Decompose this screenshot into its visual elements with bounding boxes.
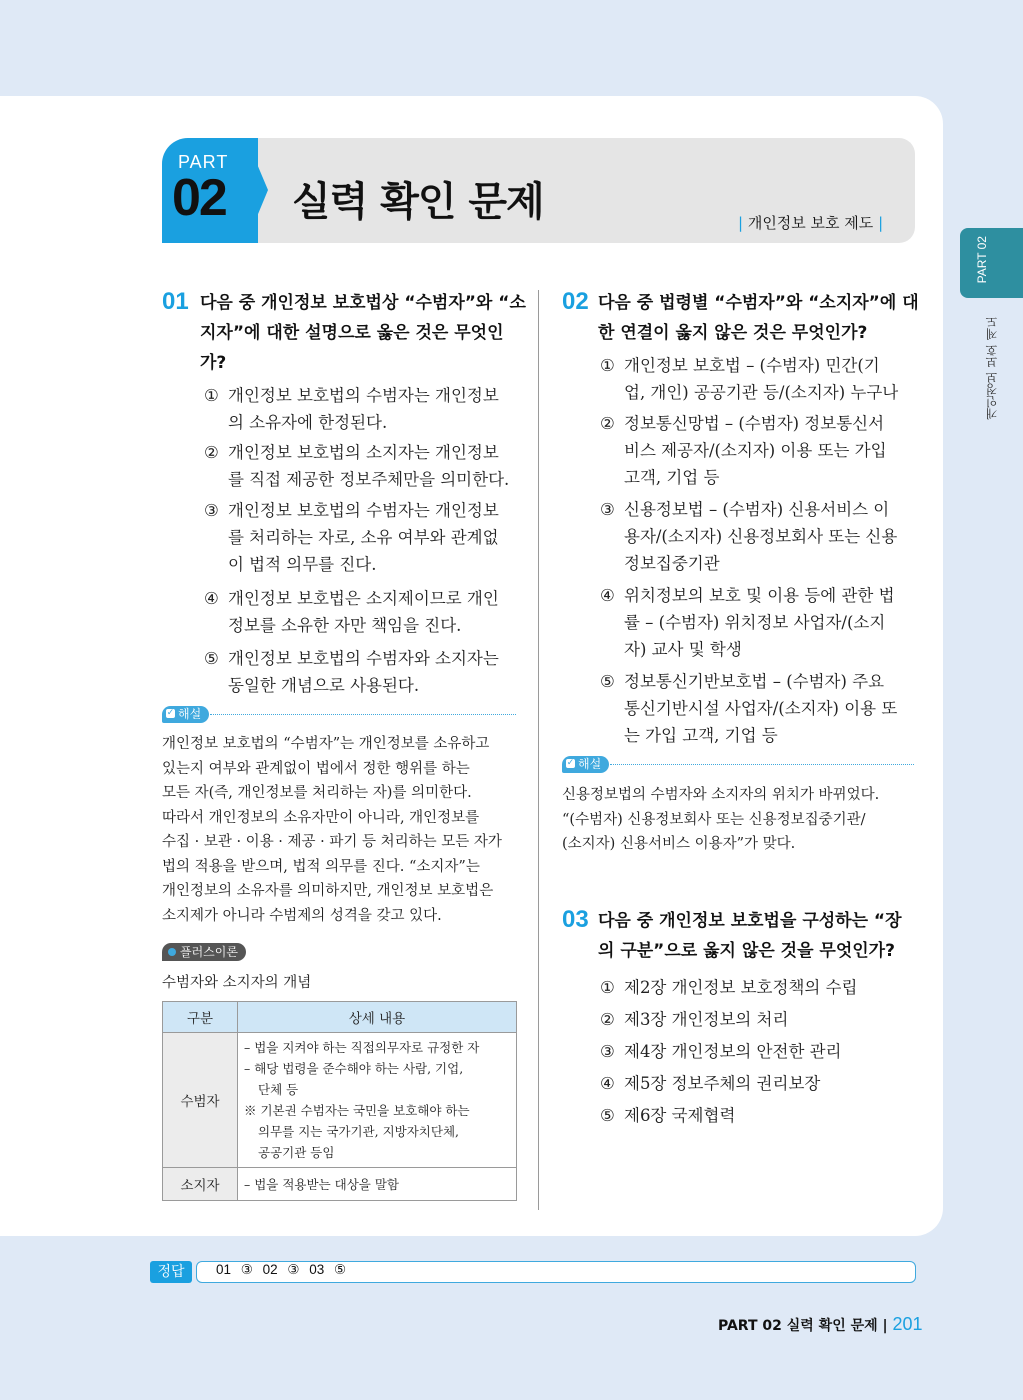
side-tab-title: 개인정보 보호 제도	[985, 316, 999, 420]
question-stem-2: 다음 중 법령별 “수범자”와 “소지자”에 대 한 연결이 옳지 않은 것은 무엇인가?	[598, 293, 919, 343]
page-title: 실력 확인 문제	[292, 179, 544, 225]
q3-option-3[interactable]: ③ 제4장 개인정보의 안전한 관리	[600, 1042, 842, 1061]
page-number: 201	[892, 1314, 923, 1334]
bullet-icon	[168, 948, 176, 956]
page-subtitle: | 개인정보 보호 제도 |	[738, 214, 884, 232]
question-stem-3: 다음 중 개인정보 보호법을 구성하는 “장 의 구분”으로 옳지 않은 것을 무엇인가?	[598, 911, 902, 961]
explanation-divider-1	[210, 714, 516, 715]
q1-option-2[interactable]: ② 개인정보 보호법의 소지자는 개인정보 를 직접 제공한 정보주체만을 의미한다.	[204, 443, 510, 489]
q3-options	[600, 972, 857, 1132]
table-header: 상세 내용	[238, 1002, 517, 1033]
table-term: 수범자	[163, 1033, 238, 1168]
q2-option-2[interactable]: ② 정보통신망법 – (수범자) 정보통신서 비스 제공자/(소지자) 이용 또는 가입 고객, 기업 등	[600, 414, 887, 487]
explanation-badge-2: ✓ 해설	[562, 756, 609, 773]
side-tab	[960, 228, 1023, 298]
q2-option-4[interactable]: ④ 위치정보의 보호 및 이용 등에 관한 법 률 – (수범자) 위치정보 사업자/(소지 자) 교사 및 학생	[600, 586, 895, 659]
table-header: 구분	[163, 1002, 238, 1033]
q2-option-5[interactable]: ⑤ 정보통신기반보호법 – (수범자) 주요 통신기반시설 사업자/(소지자) 이용 또 는 가입 고객, 기업 등	[600, 672, 898, 745]
page-footer: PART 02 실력 확인 문제 | 201	[718, 1314, 923, 1334]
q3-option-4[interactable]: ④ 제5장 정보주체의 권리보장	[600, 1074, 821, 1093]
part-label: PART	[178, 152, 229, 172]
table-term: 소지자	[163, 1168, 238, 1201]
explanation-badge-1: ✓ 해설	[162, 706, 209, 723]
check-icon: ✓	[566, 758, 575, 768]
plus-theory-badge: 플러스이론	[162, 943, 246, 961]
explanation-1: 개인정보 보호법의 “수범자”는 개인정보를 소유하고 있는지 여부와 관계없이 법에서 정한 행위를 하는 모든 자(즉, 개인정보를 처리하는 자)를 의미한다. 따라서 개인정보의 소유자만이 아니라, 개인정보를 수집 · 보관 · 이용 · 제공 · 파기 등 처리하는 모든 자가 법의 적용을 받으며, 법적 의무를 진다. “소지자”는 개인정보의 소유자를 의미하지만, 개인정보 보호법은 소지제가 아니라 수범제의 성격을 갖고 있다.	[162, 736, 502, 924]
table-row	[163, 1168, 517, 1201]
table-header-row	[163, 1002, 517, 1033]
q1-option-5[interactable]: ⑤ 개인정보 보호법의 수범자와 소지자는 동일한 개념으로 사용된다.	[204, 649, 499, 695]
answer-label: 정답	[150, 1261, 192, 1283]
check-icon: ✓	[166, 708, 175, 718]
table-cell: – 법을 지켜야 하는 직접의무자로 규정한 자 – 해당 법령을 준수해야 하는 사람, 기업, 단체 등 ※ 기본권 수범자는 국민을 보호해야 하는 의무를 지는 국가기관, 지방자치단체, 공공기관 등임	[238, 1033, 517, 1168]
part-number: 02	[172, 169, 226, 227]
question-number-3: 03	[562, 906, 589, 933]
table-row	[163, 1033, 517, 1168]
question-number-1: 01	[162, 288, 189, 315]
explanation-divider-2	[610, 764, 914, 765]
q1-option-3[interactable]: ③ 개인정보 보호법의 수범자는 개인정보 를 처리하는 자로, 소유 여부와 관계없 이 법적 의무를 진다.	[204, 501, 499, 574]
explanation-2: 신용정보법의 수범자와 소지자의 위치가 바뀌었다. “(수범자) 신용정보회사 또는 신용정보집중기관/ (소지자) 신용서비스 이용자”가 맞다.	[562, 787, 880, 852]
q1-option-1[interactable]: ① 개인정보 보호법의 수범자는 개인정보 의 소유자에 한정된다.	[204, 386, 499, 432]
concept-table	[162, 1001, 517, 1201]
part-badge-arrow	[246, 138, 268, 243]
question-number-2: 02	[562, 288, 589, 315]
q2-option-3[interactable]: ③ 신용정보법 – (수범자) 신용서비스 이 용자/(소지자) 신용정보회사 또는 신용 정보집중기관	[600, 500, 898, 573]
table-cell: – 법을 적용받는 대상을 말함	[238, 1168, 517, 1201]
q3-option-1[interactable]: ① 제2장 개인정보 보호정책의 수립	[600, 978, 858, 997]
plus-theory-title: 수범자와 소지자의 개념	[162, 975, 312, 991]
q3-option-2[interactable]: ② 제3장 개인정보의 처리	[600, 1010, 789, 1029]
question-stem-1: 다음 중 개인정보 보호법상 “수범자”와 “소 지자”에 대한 설명으로 옳은 것은 무엇인 가?	[200, 293, 526, 373]
answer-key: 01 ③ 02 ③ 03 ⑤	[216, 1262, 347, 1277]
q1-option-4[interactable]: ④ 개인정보 보호법은 소지제이므로 개인 정보를 소유한 자만 책임을 진다.	[204, 589, 499, 635]
side-tab-part: PART 02	[975, 236, 989, 284]
column-divider	[538, 290, 539, 1210]
q3-option-5[interactable]: ⑤ 제6장 국제협력	[600, 1106, 736, 1125]
q2-option-1[interactable]: ① 개인정보 보호법 – (수범자) 민간(기 업, 개인) 공공기관 등/(소지자) 누구나	[600, 356, 899, 402]
